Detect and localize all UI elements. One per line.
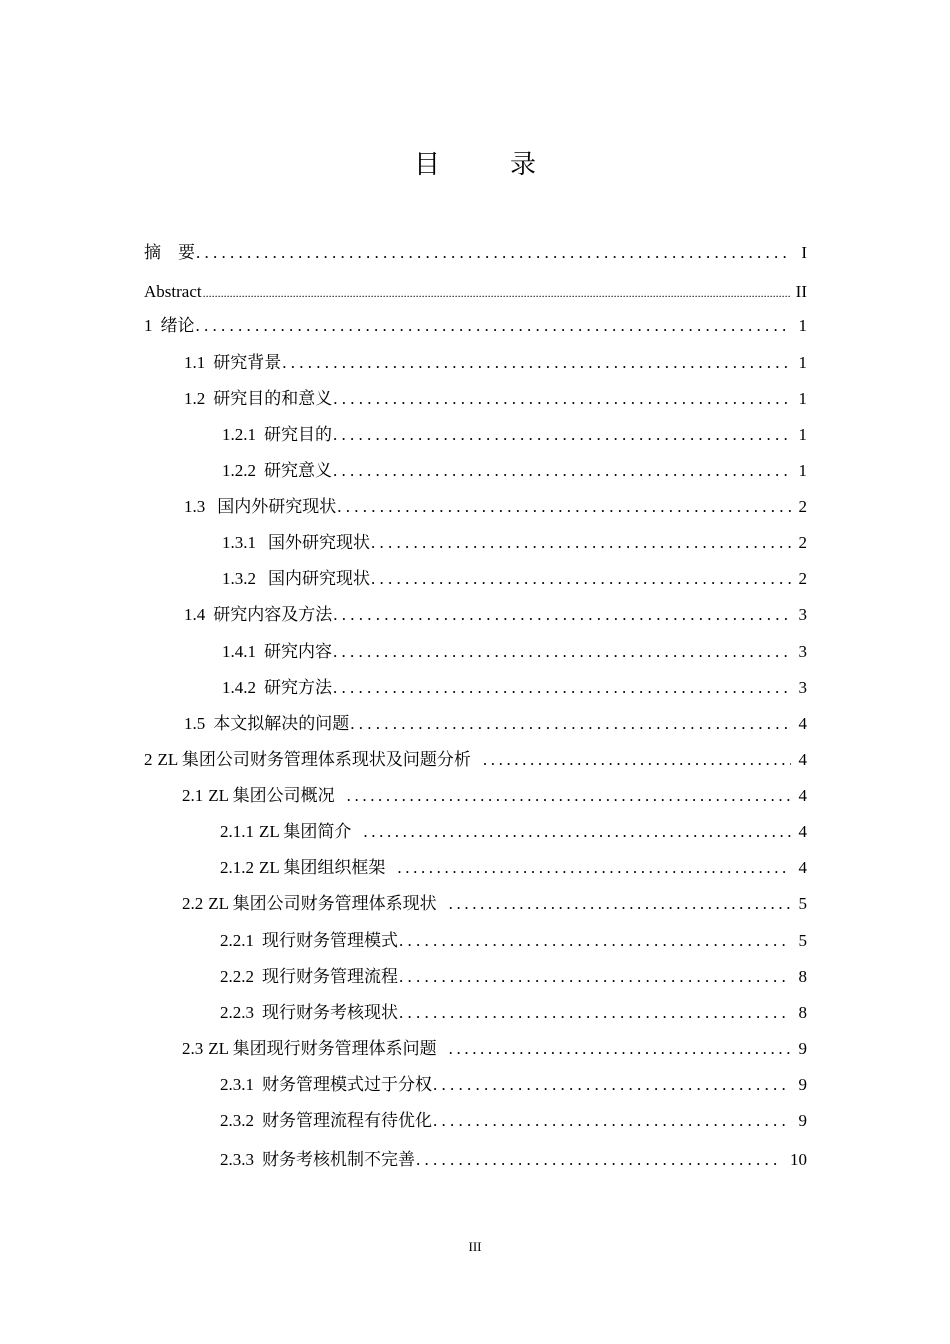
toc-entry-title	[220, 1000, 398, 1026]
dot-leader	[333, 422, 791, 448]
toc-entry-title	[220, 1072, 432, 1098]
dot-leader	[433, 1072, 791, 1098]
toc-entry-page: 2	[798, 497, 807, 516]
toc-entry-text: 国内研究现状	[268, 569, 370, 588]
toc-entry-number: 1.3	[184, 497, 206, 516]
dot-leader	[371, 566, 791, 592]
toc-entry-page: 5	[798, 894, 807, 913]
toc-entry-number: 2.3.3	[220, 1150, 254, 1169]
dot-leader	[399, 1000, 791, 1026]
dot-leader	[397, 855, 791, 881]
toc-entry-number: 1.3.1	[222, 533, 256, 552]
dot-leader	[196, 313, 792, 339]
toc-entry-number: 2.1.1	[220, 822, 254, 841]
toc-entry-1-3-1[interactable]	[222, 530, 807, 556]
toc-entry-title	[184, 602, 332, 628]
dot-leader	[399, 928, 791, 954]
toc-entry-ch2[interactable]	[144, 747, 807, 773]
toc-entry-text: ZL 集团公司财务管理体系现状	[208, 894, 437, 913]
toc-entry-number: 2.3.2	[220, 1111, 254, 1130]
toc-entry-page: 9	[798, 1039, 807, 1058]
toc-entry-text: ZL 集团现行财务管理体系问题	[208, 1039, 437, 1058]
dot-leader	[433, 1108, 791, 1134]
toc-entry-number: 1.4	[184, 605, 206, 624]
toc-entry-number: 2.2.2	[220, 967, 254, 986]
toc-entry-title	[184, 386, 332, 412]
toc-entry-title	[222, 530, 370, 556]
toc-entry-page: 4	[798, 750, 807, 769]
toc-entry-title	[184, 494, 336, 520]
toc-entry-text: ZL 集团简介	[259, 822, 352, 841]
toc-entry-page: 5	[798, 931, 807, 950]
toc-entry-page: 3	[798, 642, 807, 661]
toc-entry-number: 1	[144, 316, 153, 335]
toc-entry-text: 现行财务管理流程	[262, 967, 398, 986]
toc-entry-number: 1.4.2	[222, 678, 256, 697]
toc-entry-page: 4	[798, 786, 807, 805]
toc-entry-number: 1.5	[184, 714, 206, 733]
toc-entry-text: 财务管理流程有待优化	[262, 1111, 432, 1130]
page-number: III	[468, 1239, 482, 1254]
toc-entry-text: ZL 集团公司概况	[208, 786, 335, 805]
toc-entry-number: 2.2	[182, 894, 204, 913]
toc-entry-2-1[interactable]	[182, 783, 807, 809]
toc-entry-2-3-2[interactable]	[220, 1108, 807, 1134]
toc-entry-number: 1.4.1	[222, 642, 256, 661]
toc-entry-page: 1	[798, 353, 807, 372]
toc-entry-page: 3	[798, 605, 807, 624]
toc-entry-number: 2.1.2	[220, 858, 254, 877]
toc-entry-page: 4	[798, 714, 807, 733]
toc-entry-title	[222, 458, 332, 484]
toc-entry-page: 2	[798, 533, 807, 552]
toc-entry-1-4-2[interactable]	[222, 675, 807, 701]
dot-leader	[337, 494, 791, 520]
toc-entry-2-3[interactable]	[182, 1036, 807, 1062]
toc-entry-2-2-1[interactable]	[220, 928, 807, 954]
dot-leader	[196, 240, 791, 266]
toc-entry-page: 1	[798, 425, 807, 444]
toc-entry-title	[222, 566, 370, 592]
toc-entry-text: 研究目的和意义	[213, 389, 333, 408]
toc-entry-2-2[interactable]	[182, 891, 807, 917]
dot-leader	[333, 602, 791, 628]
toc-entry-title	[220, 1108, 432, 1134]
toc-entry-page: 3	[798, 678, 807, 697]
toc-entry-title	[220, 964, 398, 990]
toc-entry-text: 研究目的	[264, 425, 332, 444]
toc-entry-1-1[interactable]	[184, 350, 807, 376]
toc-entry-title	[222, 639, 332, 665]
dot-leader	[416, 1147, 778, 1173]
toc-entry-abstract-cn[interactable]	[144, 240, 807, 266]
dot-leader	[449, 1036, 791, 1062]
toc-entry-1-4[interactable]	[184, 602, 807, 628]
toc-entry-number: 1.2	[184, 389, 206, 408]
dot-leader	[282, 350, 791, 376]
toc-entry-number: 1.3.2	[222, 569, 256, 588]
toc-entry-title	[182, 1036, 437, 1062]
toc-entry-number: 2.1	[182, 786, 204, 805]
toc-entry-page: 4	[798, 822, 807, 841]
dot-leader	[371, 530, 791, 556]
toc-entry-page: 8	[798, 1003, 807, 1022]
toc-entry-page: 8	[798, 967, 807, 986]
toc-entry-page: 1	[798, 389, 807, 408]
toc-entry-1-3[interactable]	[184, 494, 807, 520]
toc-entry-title	[220, 928, 398, 954]
toc-entry-page: 1	[798, 316, 807, 335]
toc-entry-number: 2.2.3	[220, 1003, 254, 1022]
toc-entry-1-4-1[interactable]	[222, 639, 807, 665]
toc-entry-number: 2.2.1	[220, 931, 254, 950]
toc-entry-2-2-2[interactable]	[220, 964, 807, 990]
toc-entry-2-1-1[interactable]	[220, 819, 807, 845]
dot-leader	[449, 891, 791, 917]
toc-entry-2-1-2[interactable]	[220, 855, 807, 881]
toc-entry-page: 4	[798, 858, 807, 877]
toc-entry-title	[184, 350, 281, 376]
dot-leader	[203, 279, 791, 306]
dot-leader	[347, 783, 791, 809]
dot-leader	[333, 639, 791, 665]
toc-entry-1-2[interactable]	[184, 386, 807, 412]
toc-entry-page: 1	[798, 461, 807, 480]
toc-entry-title	[220, 1147, 415, 1173]
toc-entry-page: 9	[798, 1075, 807, 1094]
toc-entry-text: 现行财务管理模式	[262, 931, 398, 950]
toc-entry-text: 研究意义	[264, 461, 332, 480]
dot-leader	[363, 819, 791, 845]
toc-entry-1-3-2[interactable]	[222, 566, 807, 592]
toc-entry-text: 研究内容	[264, 642, 332, 661]
dot-leader	[333, 675, 791, 701]
dot-leader	[333, 458, 791, 484]
dot-leader	[399, 964, 791, 990]
page-title: 目 录	[413, 150, 558, 180]
toc-entry-title	[222, 675, 332, 701]
toc-entry-text: 现行财务考核现状	[262, 1003, 398, 1022]
toc-entry-title	[144, 313, 195, 339]
toc-entry-title	[182, 891, 437, 917]
toc-entry-text: 摘 要	[144, 243, 195, 262]
toc-entry-1-2-2[interactable]	[222, 458, 807, 484]
toc-entry-page: 9	[798, 1111, 807, 1130]
toc-entry-1-2-1[interactable]	[222, 422, 807, 448]
toc-entry-text: 财务管理模式过于分权	[262, 1075, 432, 1094]
toc-entry-number: 2.3.1	[220, 1075, 254, 1094]
toc-entry-text: 国内外研究现状	[217, 497, 337, 516]
toc-entry-title	[144, 279, 202, 305]
toc-entry-text: 国外研究现状	[268, 533, 370, 552]
toc-entry-text: 研究方法	[264, 678, 332, 697]
toc-entry-title	[182, 783, 335, 809]
dot-leader	[483, 747, 791, 773]
toc-entry-abstract-en[interactable]	[144, 279, 807, 305]
toc-entry-number: 2.3	[182, 1039, 204, 1058]
toc-entry-text: 绪论	[160, 316, 195, 335]
toc-entry-2-3-3[interactable]	[220, 1147, 807, 1173]
toc-entry-page: II	[795, 282, 807, 301]
dot-leader	[350, 711, 791, 737]
toc-entry-title	[144, 240, 195, 266]
toc-entry-title	[184, 711, 349, 737]
toc-entry-title	[220, 819, 351, 845]
toc-entry-2-3-1[interactable]	[220, 1072, 807, 1098]
toc-entry-title	[222, 422, 332, 448]
toc-entry-page: 10	[790, 1150, 807, 1169]
toc-entry-text: 研究内容及方法	[213, 605, 333, 624]
dot-leader	[333, 386, 791, 412]
toc-entry-ch1[interactable]	[144, 313, 807, 339]
toc-entry-title	[144, 747, 471, 773]
toc-entry-number: 1.2.1	[222, 425, 256, 444]
toc-entry-number: 1.1	[184, 353, 206, 372]
toc-entry-text: ZL 集团组织框架	[259, 858, 386, 877]
toc-entry-text: 本文拟解决的问题	[213, 714, 350, 733]
toc-entry-1-5[interactable]	[184, 711, 807, 737]
toc-entry-2-2-3[interactable]	[220, 1000, 807, 1026]
toc-entry-number: 2	[144, 750, 153, 769]
toc-entry-title	[220, 855, 385, 881]
toc-entry-text: 财务考核机制不完善	[262, 1150, 415, 1169]
toc-entry-number: 1.2.2	[222, 461, 256, 480]
toc-entry-page: I	[801, 243, 807, 262]
toc-entry-page: 2	[798, 569, 807, 588]
toc-entry-text: ZL 集团公司财务管理体系现状及问题分析	[157, 750, 471, 769]
toc-entry-text: Abstract	[144, 282, 202, 301]
toc-entry-text: 研究背景	[213, 353, 282, 372]
